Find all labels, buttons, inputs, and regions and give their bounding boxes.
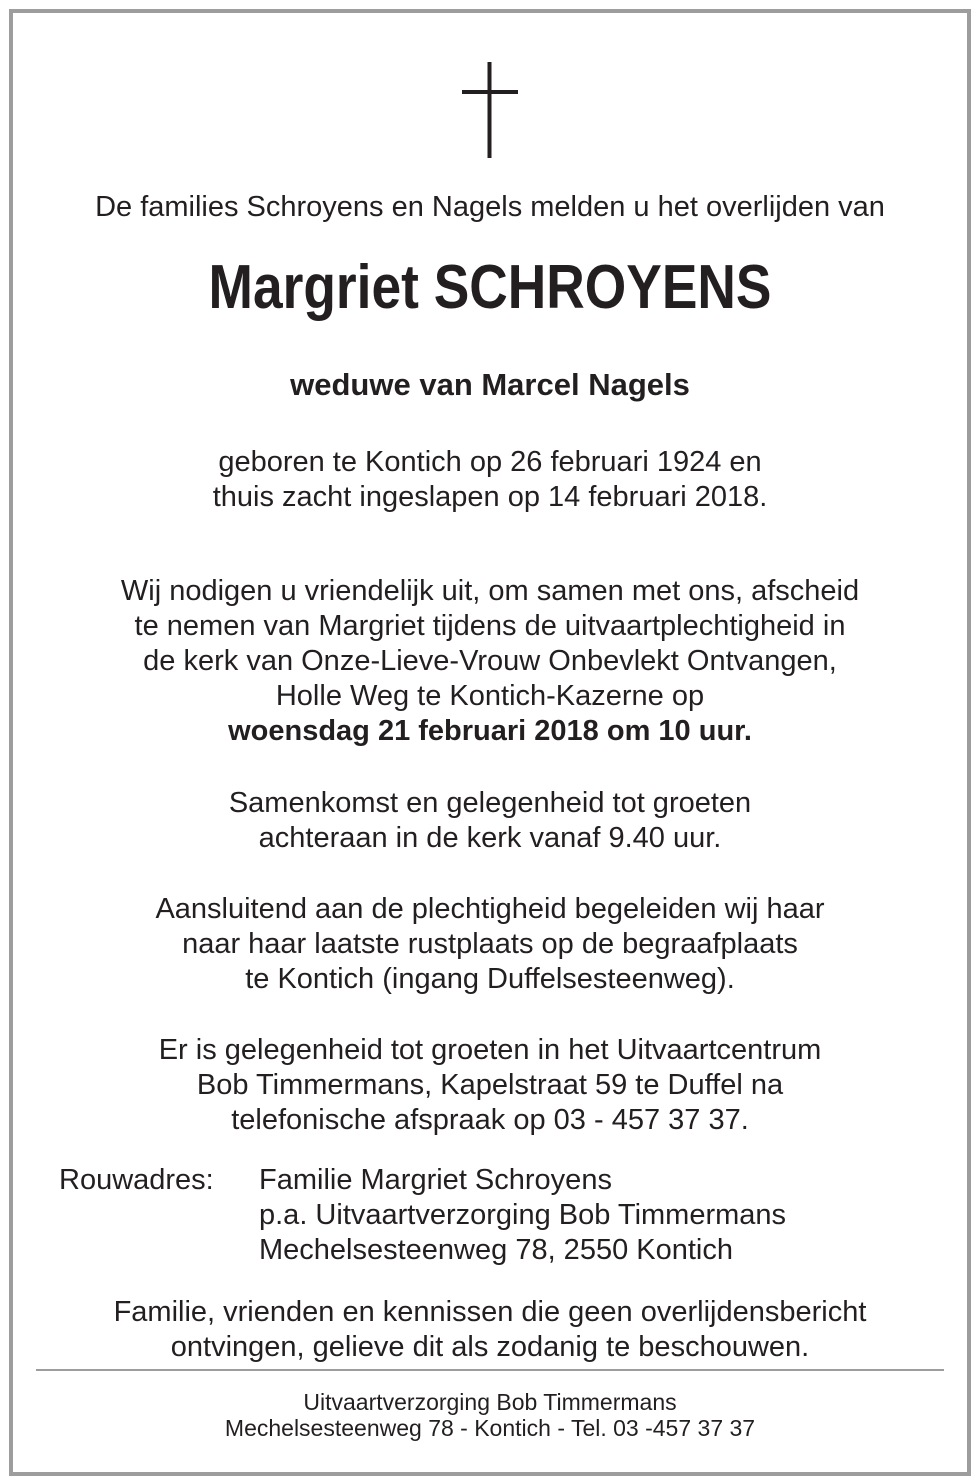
announcement: De families Schroyens en Nagels melden u het overlijden van [95, 191, 885, 223]
invitation-line: de kerk van Onze-Lieve-Vrouw Onbevlekt Ontvangen, [143, 645, 837, 677]
birth-line: geboren te Kontich op 26 februari 1924 en [218, 446, 762, 478]
gathering-line: achteraan in de kerk vanaf 9.40 uur. [258, 822, 722, 854]
visitation-line: Er is gelegenheid tot groeten in het Uitvaartcentrum [158, 1034, 822, 1066]
invitation-line: Wij nodigen u vriendelijk uit, om samen met ons, afscheid [120, 575, 860, 607]
visitation-line: Bob Timmermans, Kapelstraat 59 te Duffel na [196, 1069, 784, 1101]
cross-icon [0, 62, 980, 158]
burial-line: Aansluitend aan de plechtigheid begeleiden wij haar [155, 893, 825, 925]
address-line: p.a. Uitvaartverzorging Bob Timmermans [259, 1199, 787, 1231]
address-line: Mechelsesteenweg 78, 2550 Kontich [259, 1234, 733, 1266]
birth-death-block [0, 445, 980, 515]
burial-block [0, 892, 980, 997]
footer-company: Uitvaartverzorging Bob Timmermans [303, 1389, 677, 1415]
mourning-address-lines [259, 1163, 786, 1268]
invitation-line: te nemen van Margriet tijdens de uitvaartplechtigheid in [134, 610, 846, 642]
visitation-line: telefonische afspraak op 03 - 457 37 37. [231, 1104, 749, 1136]
invitation-block [0, 574, 980, 749]
footer-divider [36, 1369, 944, 1371]
visitation-block [0, 1033, 980, 1138]
closing-line: Familie, vrienden en kennissen die geen overlijdensbericht [113, 1296, 867, 1328]
deceased-name: Margriet SCHROYENS [208, 253, 772, 322]
gathering-line: Samenkomst en gelegenheid tot groeten [228, 787, 752, 819]
closing-block [0, 1295, 980, 1365]
invitation-line: Holle Weg te Kontich-Kazerne op [275, 680, 705, 712]
closing-line: ontvingen, gelieve dit als zodanig te beschouwen. [170, 1331, 810, 1363]
footer [0, 1389, 980, 1441]
burial-line: te Kontich (ingang Duffelsesteenweg). [245, 963, 735, 995]
gathering-block [0, 786, 980, 856]
footer-contact: Mechelsesteenweg 78 - Kontich - Tel. 03 -457 37 37 [224, 1415, 756, 1441]
deceased-name-wrapper [0, 255, 980, 321]
address-line: Familie Margriet Schroyens [259, 1164, 612, 1196]
relation: weduwe van Marcel Nagels [290, 367, 690, 402]
burial-line: naar haar laatste rustplaats op de begraafplaats [182, 928, 798, 960]
mourning-address-label: Rouwadres: [59, 1164, 214, 1196]
ceremony-datetime: woensdag 21 februari 2018 om 10 uur. [228, 715, 752, 747]
death-line: thuis zacht ingeslapen op 14 februari 2018. [212, 481, 768, 513]
